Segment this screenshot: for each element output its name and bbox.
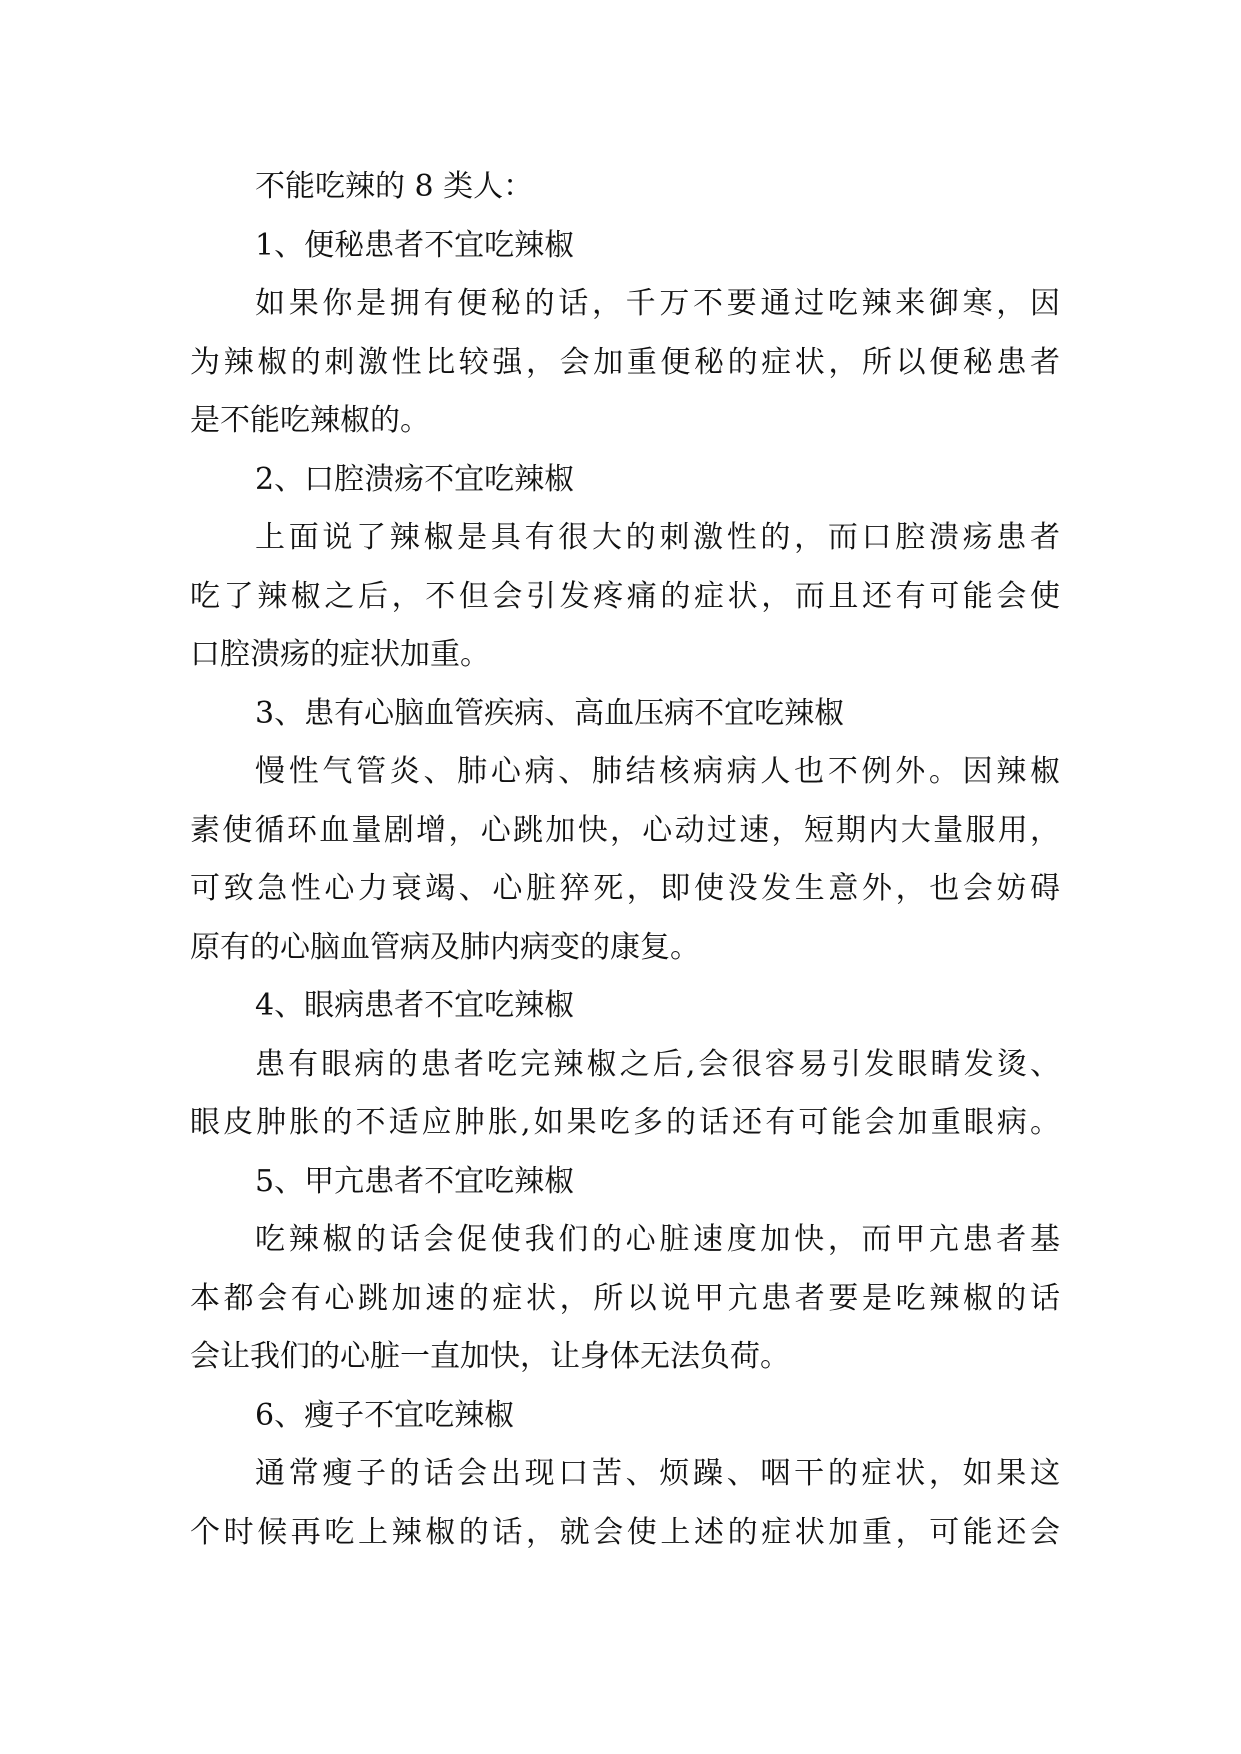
paragraph-5-line-3: 会让我们的心脏一直加快，让身体无法负荷。 <box>190 1339 790 1374</box>
paragraph-3-line-1: 慢性气管炎、肺心病、肺结核病病人也不例外。因辣椒 <box>255 754 1060 789</box>
paragraph-1-line-1: 如果你是拥有便秘的话，千万不要通过吃辣来御寒，因 <box>255 286 1060 321</box>
paragraph-2-line-1: 上面说了辣椒是具有很大的刺激性的，而口腔溃疡患者 <box>255 520 1060 555</box>
paragraph-5-line-2: 本都会有心跳加速的症状，所以说甲亢患者要是吃辣椒的话 <box>190 1280 1060 1316</box>
paragraph-3-line-4: 原有的心脑血管病及肺内病变的康复。 <box>190 929 700 965</box>
paragraph-6-line-2: 个时候再吃上辣椒的话，就会使上述的症状加重，可能还会 <box>190 1514 1060 1550</box>
document-body <box>190 158 1060 1562</box>
section-title: 不能吃辣的 8 类人： <box>255 169 534 204</box>
paragraph-4-line-2: 眼皮肿胀的不适应肿胀,如果吃多的话还有可能会加重眼病。 <box>190 1105 1060 1140</box>
heading-6: 6、瘦子不宜吃辣椒 <box>255 1397 515 1433</box>
heading-1: 1、便秘患者不宜吃辣椒 <box>255 227 575 263</box>
paragraph-3-line-3: 可致急性心力衰竭、心脏猝死，即使没发生意外，也会妨碍 <box>190 871 1060 906</box>
heading-2: 2、口腔溃疡不宜吃辣椒 <box>255 461 575 497</box>
heading-3: 3、患有心脑血管疾病、高血压病不宜吃辣椒 <box>255 695 845 731</box>
paragraph-1-line-2: 为辣椒的刺激性比较强，会加重便秘的症状，所以便秘患者 <box>190 344 1060 380</box>
paragraph-1-line-3: 是不能吃辣椒的。 <box>190 403 430 438</box>
paragraph-3-line-2: 素使循环血量剧增，心跳加快，心动过速，短期内大量服用， <box>190 812 1060 848</box>
paragraph-5-line-1: 吃辣椒的话会促使我们的心脏速度加快，而甲亢患者基 <box>255 1222 1060 1257</box>
paragraph-2-line-3: 口腔溃疡的症状加重。 <box>190 637 490 672</box>
paragraph-4-line-1: 患有眼病的患者吃完辣椒之后,会很容易引发眼睛发烫、 <box>255 1046 1060 1082</box>
heading-5: 5、甲亢患者不宜吃辣椒 <box>255 1163 575 1199</box>
heading-4: 4、眼病患者不宜吃辣椒 <box>255 988 575 1023</box>
paragraph-2-line-2: 吃了辣椒之后，不但会引发疼痛的症状，而且还有可能会使 <box>190 578 1060 614</box>
paragraph-6-line-1: 通常瘦子的话会出现口苦、烦躁、咽干的症状，如果这 <box>255 1456 1060 1491</box>
